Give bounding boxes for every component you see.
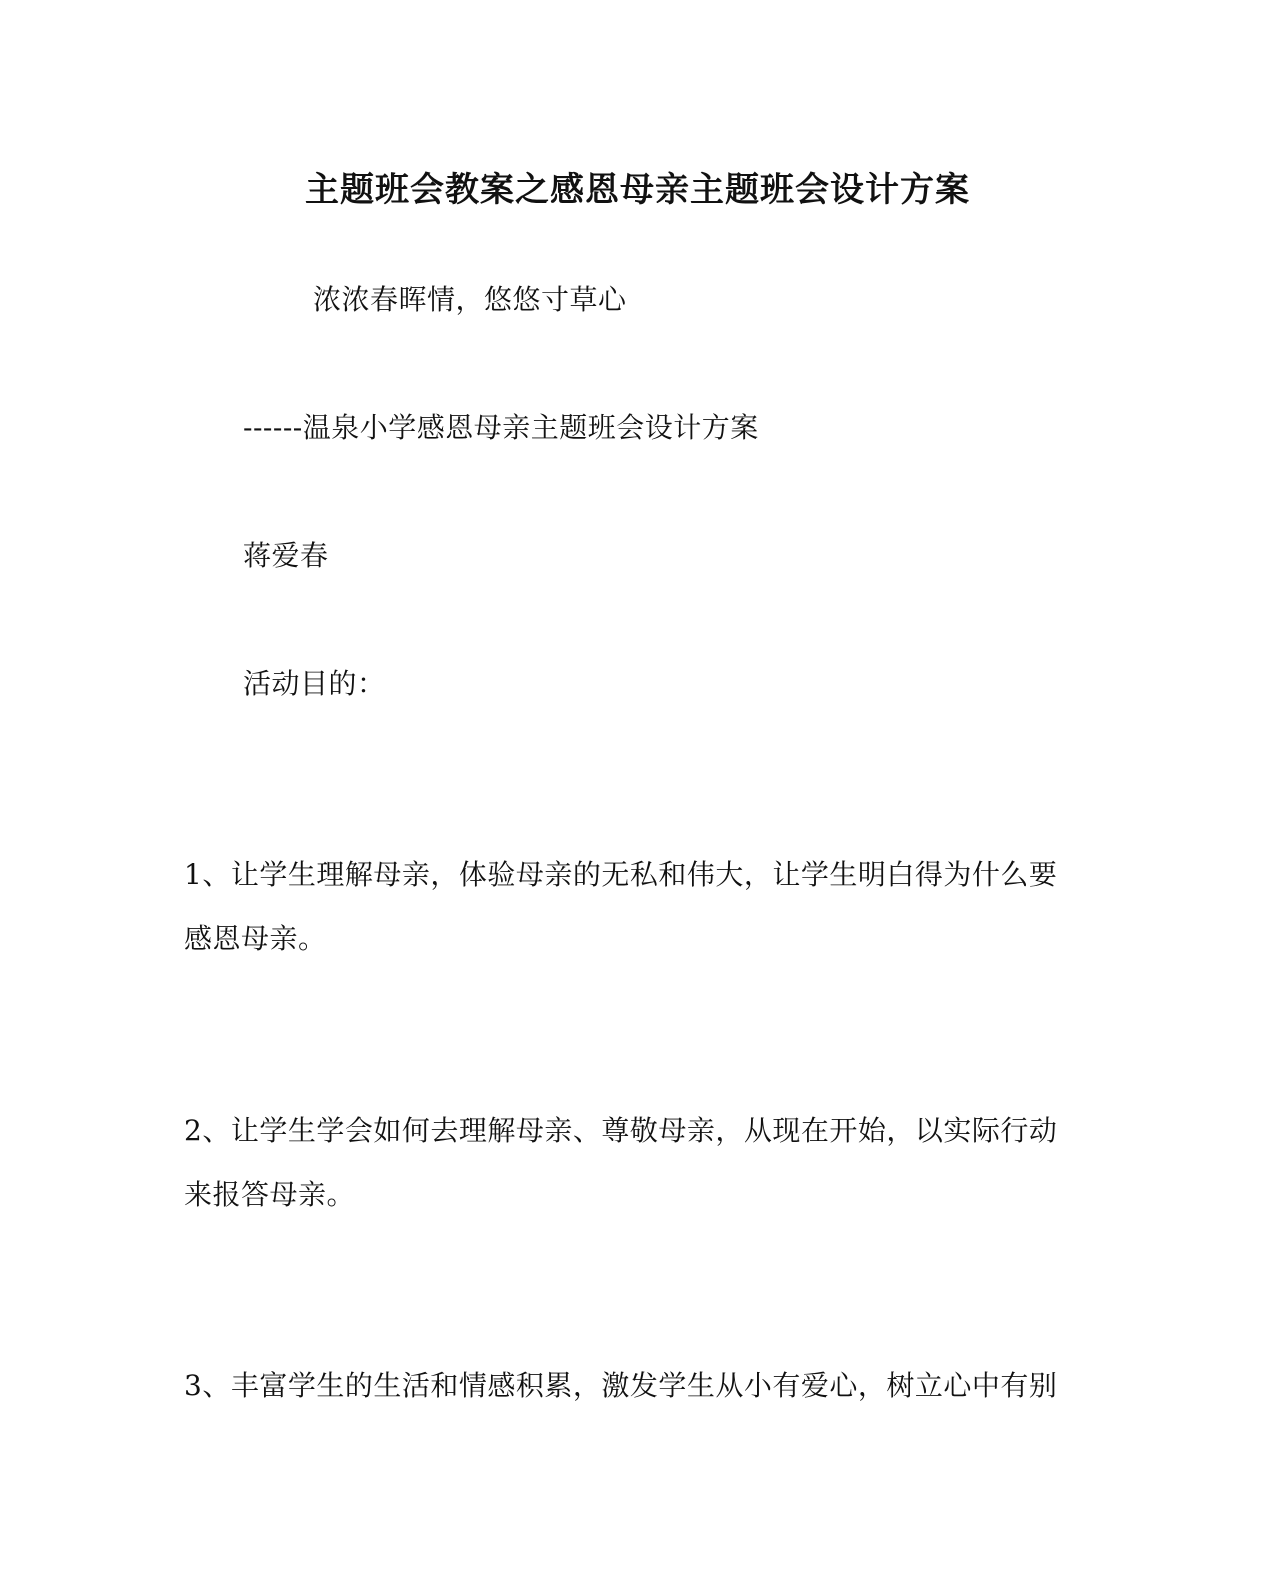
list-item-1-line-1: 1、让学生理解母亲，体验母亲的无私和伟大，让学生明白得为什么要 — [184, 858, 1058, 891]
section-label: 活动目的： — [243, 667, 386, 700]
document-subheading: ------温泉小学感恩母亲主题班会设计方案 — [243, 411, 759, 444]
list-item-1-line-2: 感恩母亲。 — [184, 922, 327, 955]
list-item-2-line-1: 2、让学生学会如何去理解母亲、尊敬母亲，从现在开始，以实际行动 — [184, 1114, 1058, 1147]
author-name: 蒋爱春 — [243, 539, 329, 572]
document-subtitle: 浓浓春晖情，悠悠寸草心 — [313, 283, 627, 316]
document-title: 主题班会教案之感恩母亲主题班会设计方案 — [305, 170, 970, 210]
list-item-3-line-1: 3、丰富学生的生活和情感积累，激发学生从小有爱心，树立心中有别 — [184, 1369, 1058, 1402]
list-item-2-line-2: 来报答母亲。 — [184, 1178, 356, 1211]
